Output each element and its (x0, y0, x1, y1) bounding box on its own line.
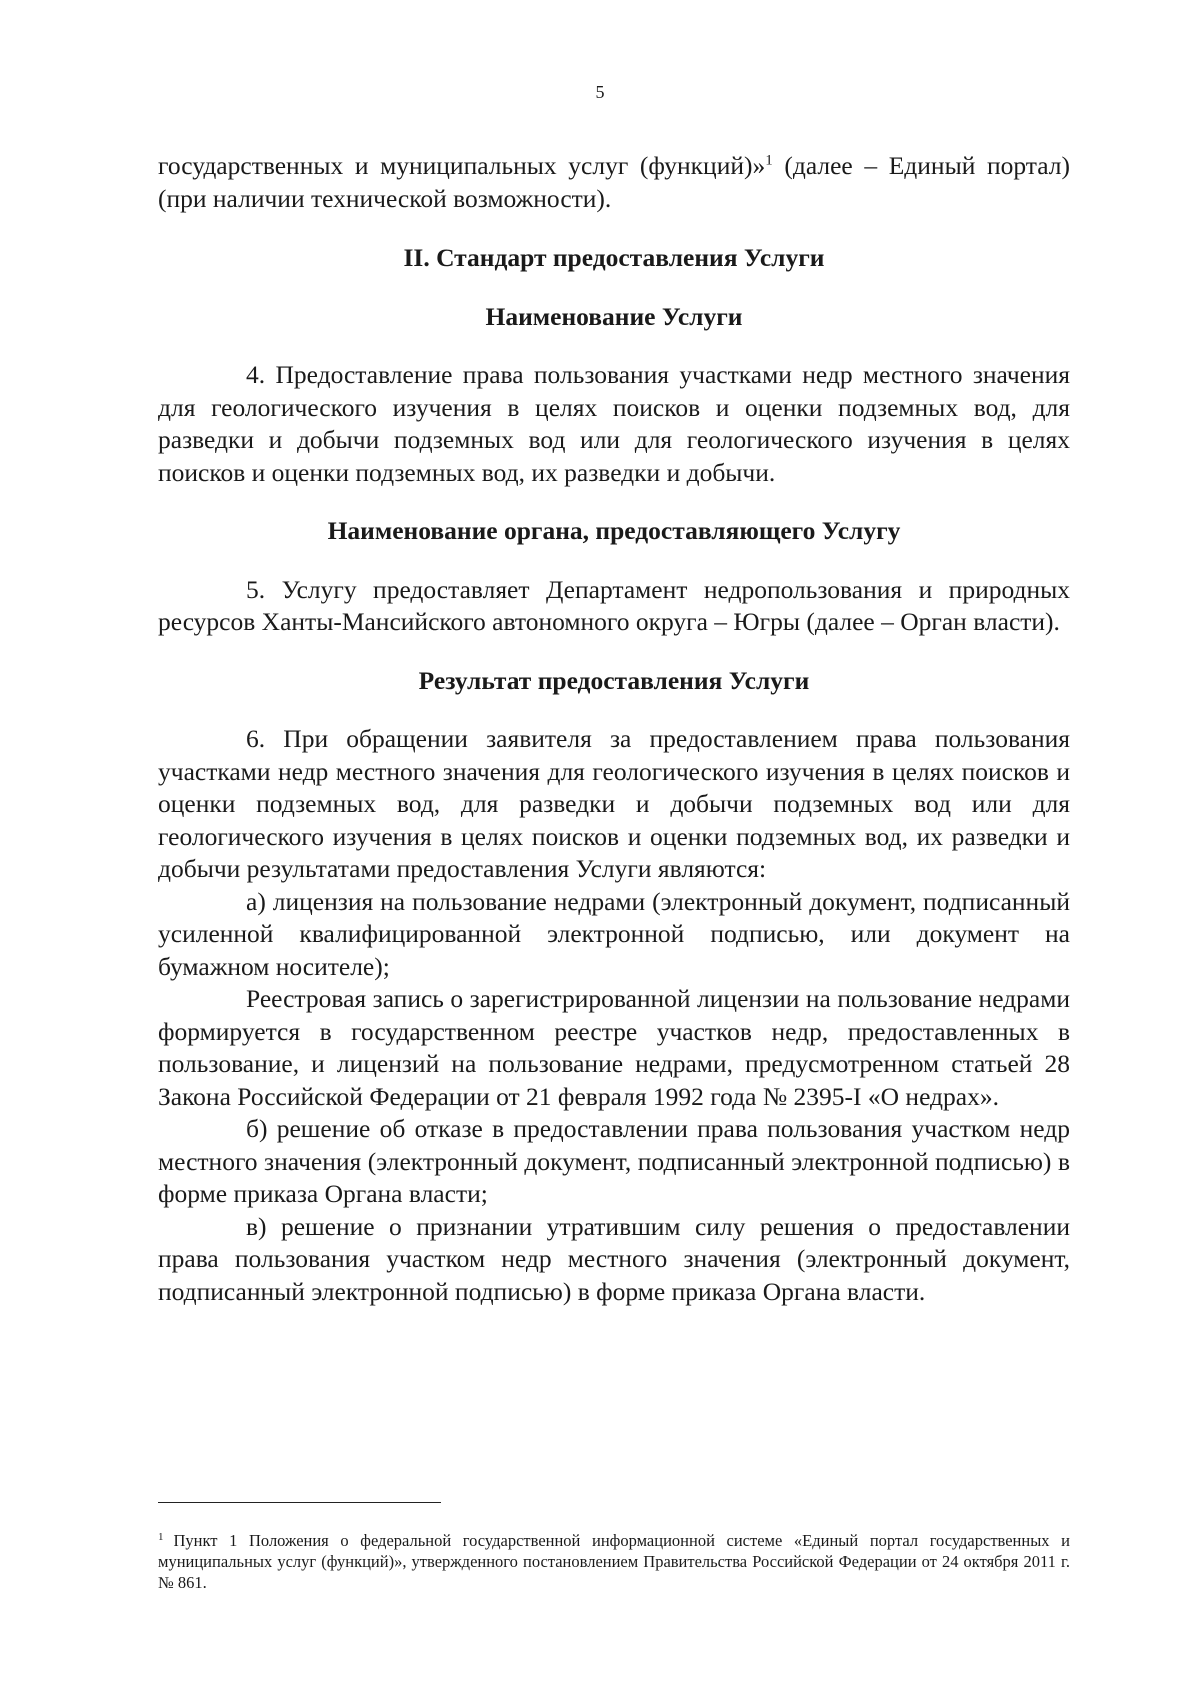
footnote (158, 1530, 1070, 1593)
page-number: 5 (595, 82, 605, 102)
heading-authority: Наименование органа, предоставляющего Услугу (327, 516, 901, 545)
paragraph-6a: а) лицензия на пользование недрами (электронный документ, подписанный усиленной квалифицированной электронной подписью, или документ на бумажном носителе); (158, 886, 1070, 981)
footnote-text: Пункт 1 Положения о федеральной государственной информационной системе «Единый портал государственных и муниципальных услуг (функций)», утвержденного постановлением Правительства Российской Федерации от 24 октября 2011 г. № 861. (158, 1531, 1070, 1592)
section-title: II. Стандарт предоставления Услуги (403, 243, 825, 272)
paragraph-6: 6. При обращении заявителя за предоставлением права пользования участками недр местного значения для геологического изучения в целях поисков и оценки подземных вод, для разведки и добычи подземных вод или для геологического изучения в целях поисков и оценки подземных вод, их разведки и добычи результатами предоставления Услуги являются: (158, 724, 1070, 883)
paragraph-6b: б) решение об отказе в предоставлении права пользования участком недр местного значения (электронный документ, подписанный электронной подписью) в форме приказа Органа власти; (158, 1114, 1070, 1208)
footnote-divider (158, 1502, 441, 1503)
paragraph-6-registry: Реестровая запись о зарегистрированной лицензии на пользование недрами формируется в государственном реестре участков недр, предоставленных в пользование, и лицензий на пользование недрами, предусмотренном статьей 28 Закона Российской Федерации от 21 февраля 1992 года № 2395-I «О недрах». (158, 984, 1070, 1111)
paragraph-4: 4. Предоставление права пользования участками недр местного значения для геологического изучения в целях поисков и оценки подземных вод, для разведки и добычи подземных вод или для геологического изучения в целях поисков и оценки подземных вод, их разведки и добычи. (158, 360, 1070, 487)
intro-text-after: (далее – Единый портал) (при наличии технической возможности). (158, 151, 1070, 213)
paragraph-5: 5. Услугу предоставляет Департамент недропользования и природных ресурсов Ханты-Мансийского автономного округа – Югры (далее – Орган власти). (158, 574, 1070, 636)
intro-paragraph (158, 150, 1070, 215)
document-body (158, 150, 1070, 1308)
intro-text: государственных и муниципальных услуг (функций)» (158, 151, 766, 180)
heading-result: Результат предоставления Услуги (418, 665, 810, 695)
footnote-mark: 1 (158, 1530, 164, 1543)
footnote-reference: 1 (765, 152, 773, 169)
paragraph-6c: в) решение о признании утратившим силу решения о предоставлении права пользования участком недр местного значения (электронный документ, подписанный электронной подписью) в форме приказа Органа власти. (158, 1211, 1070, 1306)
heading-service-name: Наименование Услуги (485, 301, 743, 331)
